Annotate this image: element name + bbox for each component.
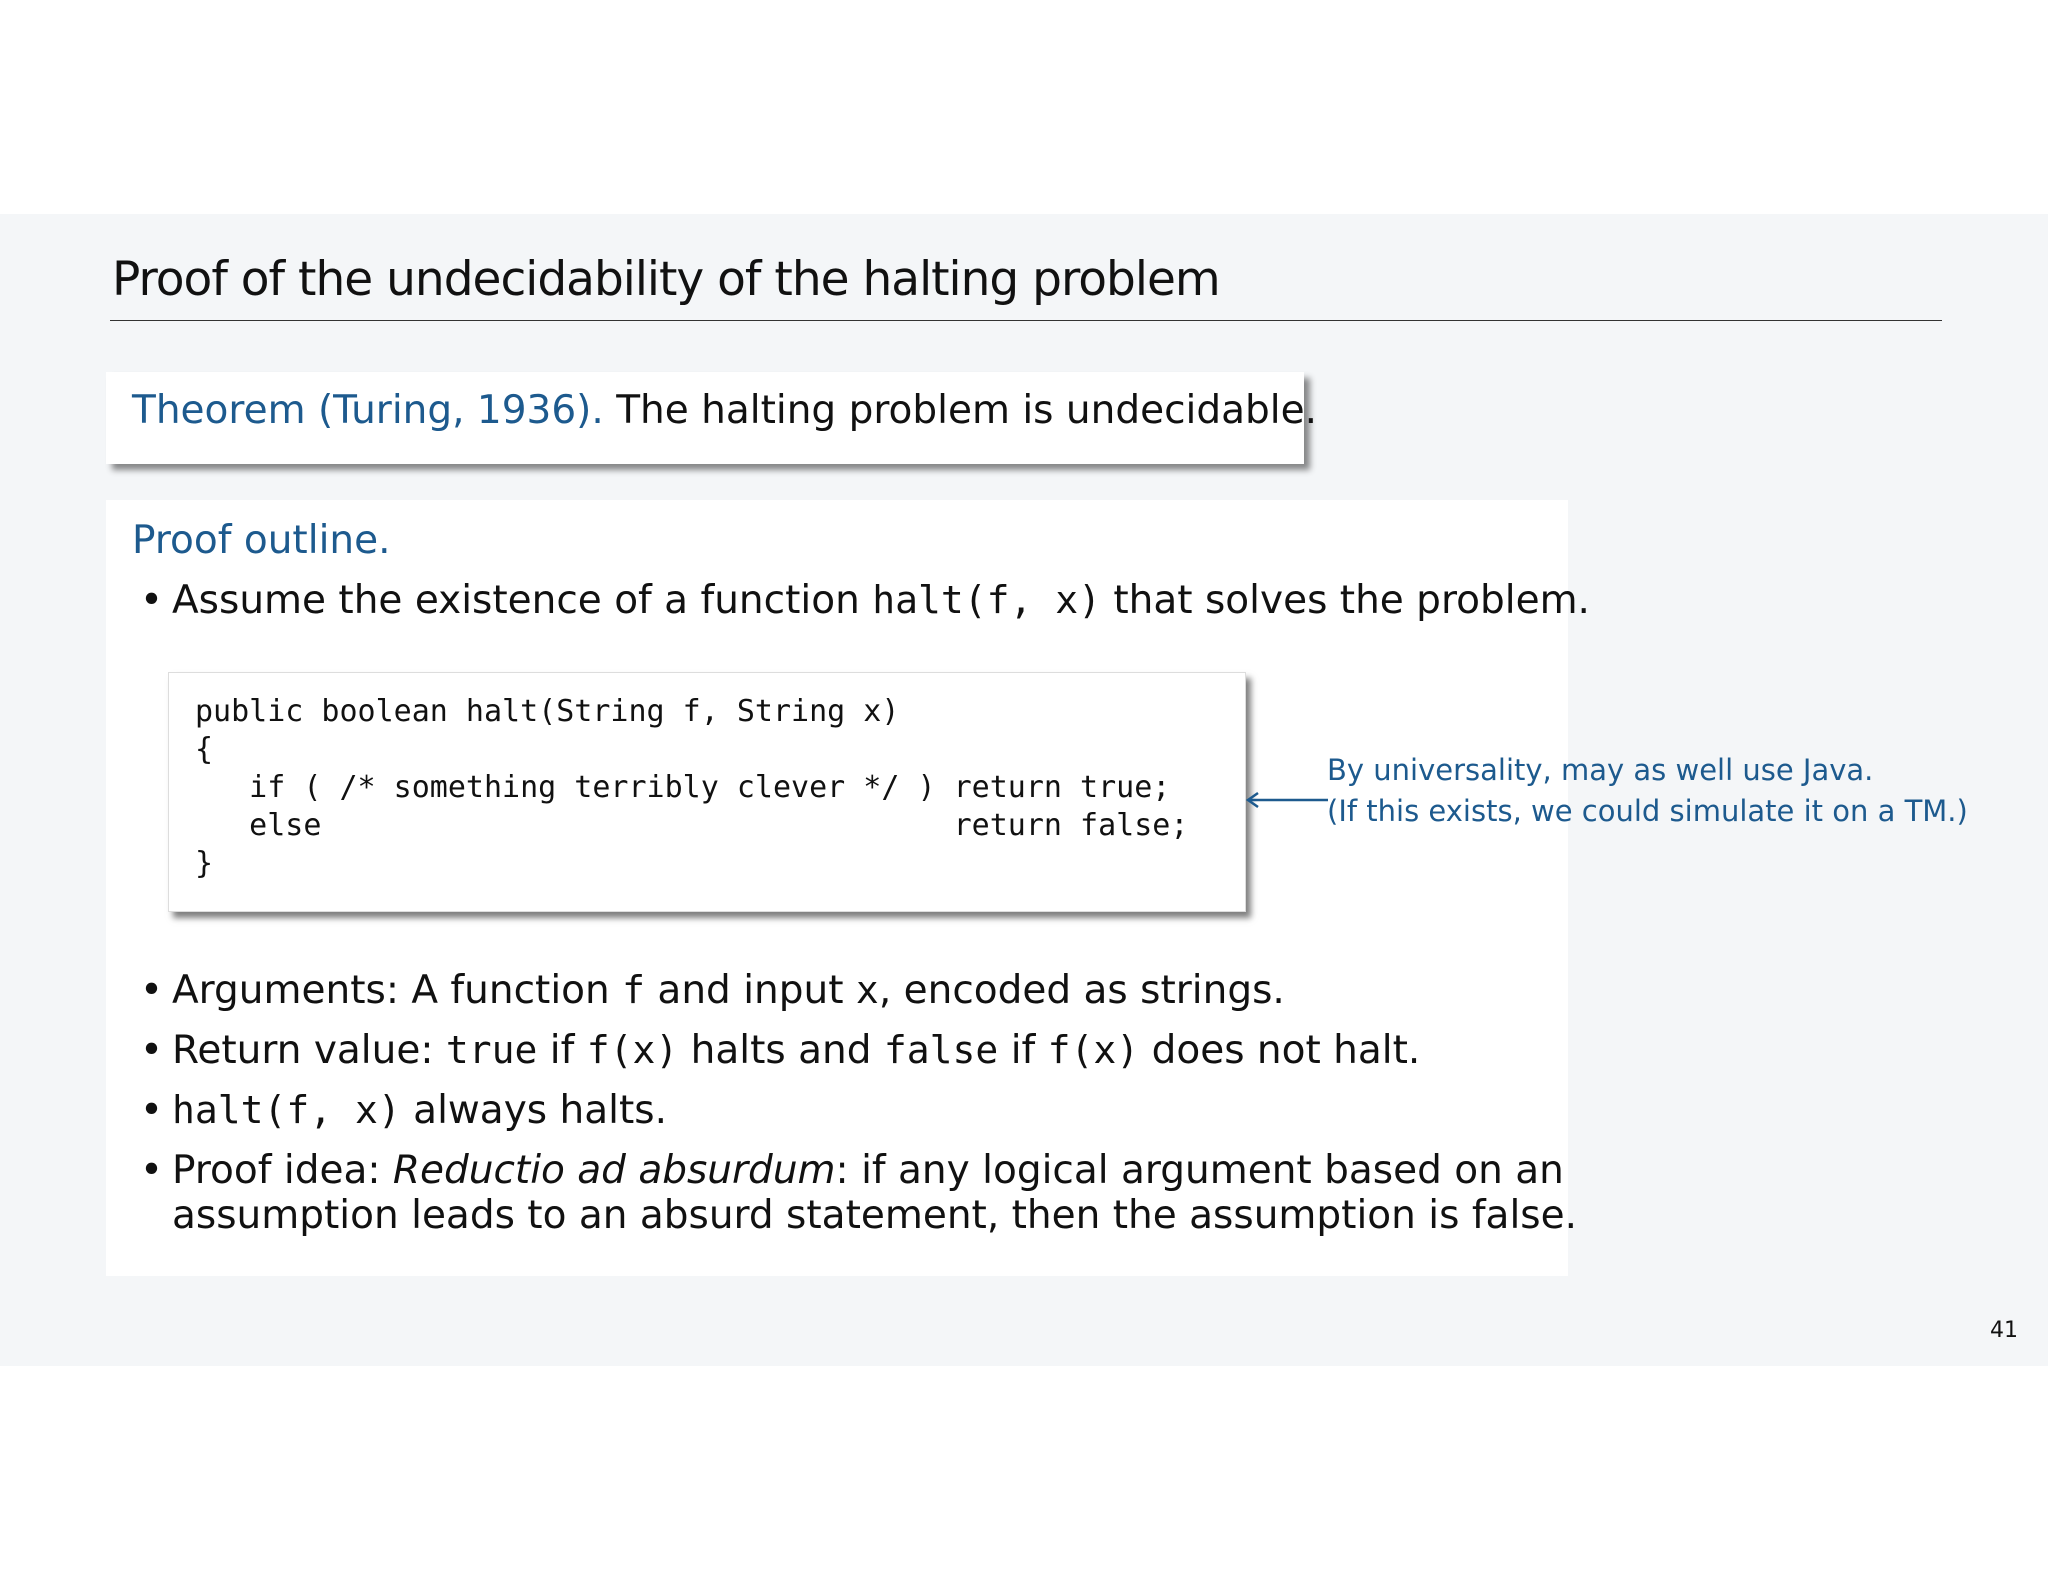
bullet-text: halts and [678, 1028, 884, 1073]
emphasis-text: Reductio ad absurdum [392, 1148, 836, 1193]
inline-code: f(x) [586, 1028, 679, 1072]
inline-code: f [622, 968, 646, 1012]
page-number: 41 [1990, 1318, 2018, 1343]
bullet-dot: • [140, 968, 164, 1013]
bullet-text: if [998, 1028, 1048, 1073]
inline-code: f(x) [1047, 1028, 1140, 1072]
bullet-text: and input [645, 968, 856, 1013]
bullet-text: always halts. [400, 1088, 667, 1133]
bullet-text: if [537, 1028, 587, 1073]
bullet-continuation: assumption leads to an absurd statement, then the assumption is false. [172, 1193, 1577, 1238]
inline-code: true [445, 1028, 538, 1072]
annotation-line: By universality, may as well use Java. [1327, 753, 1874, 787]
arrow-left-icon [1244, 790, 1328, 810]
code-line: public boolean halt(String f, String x) [195, 694, 900, 729]
inline-code: halt(f, x) [872, 578, 1101, 622]
bullet-text: Arguments: A function [172, 968, 623, 1013]
bullet-text: does not halt. [1139, 1028, 1421, 1073]
bullet-arguments [140, 968, 1285, 1013]
slide [0, 214, 2048, 1366]
bullet-dot: • [140, 1148, 164, 1193]
code-line: } [195, 846, 214, 881]
code-line: { [195, 732, 214, 767]
bullet-text: Return value: [172, 1028, 446, 1073]
slide-title: Proof of the undecidability of the halting problem [112, 252, 1220, 307]
universality-annotation [1327, 750, 1968, 832]
inline-code: x [855, 968, 879, 1012]
bullet-text: Assume the existence of a function [172, 578, 873, 623]
bullet-always-halts [140, 1088, 667, 1133]
bullet-assume [140, 578, 1590, 623]
bullet-dot: • [140, 578, 164, 623]
bullet-text: that solves the problem. [1100, 578, 1590, 623]
code-box [168, 672, 1246, 912]
inline-code: halt(f, x) [172, 1088, 401, 1132]
bullet-text: Proof idea: [172, 1148, 393, 1193]
inline-code: false [883, 1028, 999, 1072]
theorem-box [106, 372, 1317, 464]
annotation-line: (If this exists, we could simulate it on a TM.) [1327, 794, 1968, 828]
bullet-text: , encoded as strings. [878, 968, 1285, 1013]
bullet-return-value [140, 1028, 1420, 1073]
bullet-proof-idea [140, 1148, 1577, 1238]
bullet-dot: • [140, 1088, 164, 1133]
code-line: if ( /* something terribly clever */ ) return true; [195, 770, 1171, 805]
title-divider [110, 320, 1942, 321]
bullet-dot: • [140, 1028, 164, 1073]
theorem-text: The halting problem is undecidable. [603, 388, 1317, 433]
theorem-label: Theorem (Turing, 1936). [132, 388, 604, 433]
code-line: else return false; [195, 808, 1189, 843]
bullet-text: : if any logical argument based on an [835, 1148, 1564, 1193]
proof-panel [106, 500, 1590, 1276]
proof-heading: Proof outline. [132, 518, 391, 563]
